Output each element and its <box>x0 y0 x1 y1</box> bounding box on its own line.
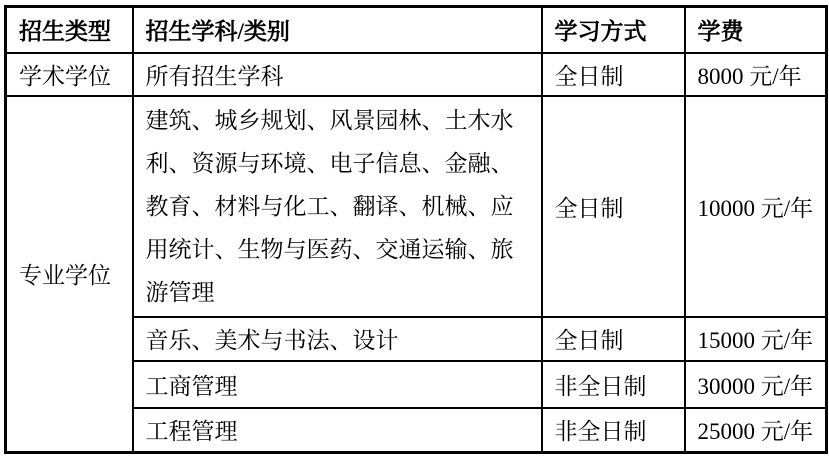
header-tuition: 学费 <box>685 7 827 53</box>
table-header-row <box>6 7 827 53</box>
cell-tuition: 25000 元/年 <box>685 408 827 453</box>
cell-tuition: 10000 元/年 <box>685 96 827 317</box>
cell-subject: 所有招生学科 <box>133 53 542 96</box>
cell-study-mode: 非全日制 <box>542 408 685 453</box>
cell-study-mode: 全日制 <box>542 53 685 96</box>
header-enroll-type: 招生类型 <box>6 7 133 53</box>
cell-subject: 建筑、城乡规划、风景园林、土木水利、资源与环境、电子信息、金融、教育、材料与化工、翻译、机械、应用统计、生物与医药、交通运输、旅游管理 <box>133 96 542 317</box>
cell-subject: 音乐、美术与书法、设计 <box>133 317 542 361</box>
header-study-mode: 学习方式 <box>542 7 685 53</box>
cell-enroll-type: 学术学位 <box>6 53 133 96</box>
table-row-professional-main <box>6 96 827 317</box>
table-row-academic <box>6 53 827 96</box>
cell-enroll-type: 专业学位 <box>6 96 133 453</box>
cell-tuition: 8000 元/年 <box>685 53 827 96</box>
cell-tuition: 15000 元/年 <box>685 317 827 361</box>
cell-study-mode: 全日制 <box>542 96 685 317</box>
cell-study-mode: 全日制 <box>542 317 685 361</box>
cell-tuition: 30000 元/年 <box>685 361 827 408</box>
header-subject-category: 招生学科/类别 <box>133 7 542 53</box>
cell-study-mode: 非全日制 <box>542 361 685 408</box>
tuition-table <box>4 5 828 454</box>
cell-subject: 工程管理 <box>133 408 542 453</box>
cell-subject: 工商管理 <box>133 361 542 408</box>
